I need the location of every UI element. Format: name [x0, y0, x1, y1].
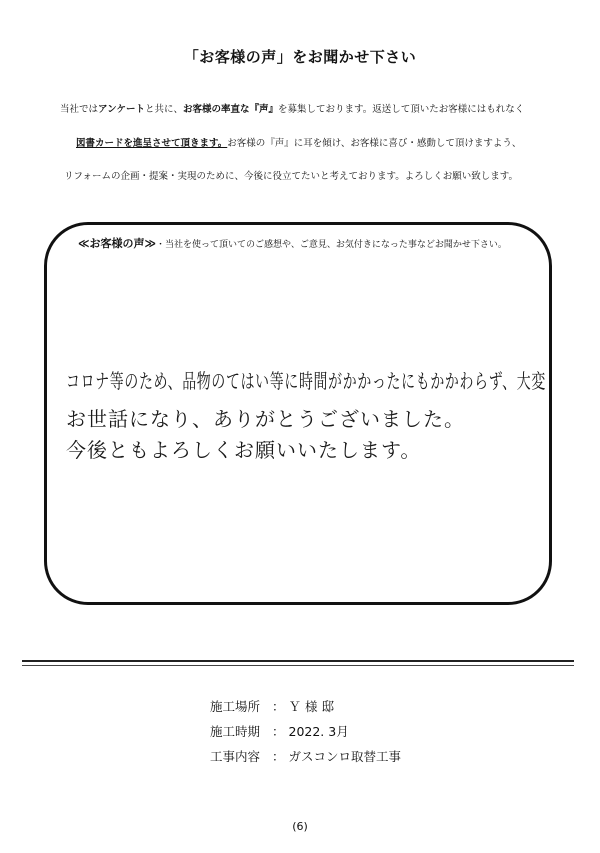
intro-emphasis: アンケート — [98, 104, 145, 115]
site-label: 施工場所 — [210, 699, 261, 714]
intro-text: を募集しております。返送して頂いたお客様にはもれなく — [277, 104, 525, 115]
separator: ： — [272, 749, 285, 764]
gift-card-notice: 図書カードを進呈させて頂きます。 — [76, 138, 228, 149]
page-title: 「お客様の声」をお聞かせ下さい — [183, 48, 417, 66]
site-row — [210, 697, 334, 715]
content-row — [210, 747, 401, 765]
divider — [22, 660, 574, 662]
intro-line-1 — [60, 101, 560, 115]
intro-emphasis: お客様の率直な『声』 — [182, 104, 278, 115]
handwriting-line-2: お世話になり、ありがとうございました。 — [66, 407, 465, 431]
intro-line-2 — [76, 135, 576, 149]
box-description: ・当社を使って頂いてのご感想や、ご意見、お気付きになった事などお聞かせ下さい。 — [156, 240, 507, 250]
intro-text: と共に、 — [144, 104, 183, 115]
page-number: (6) — [292, 820, 308, 833]
intro-line-3: リフォームの企画・提案・実現のために、今後に役立てたいと考えております。よろしくお願い致します。 — [64, 171, 519, 182]
intro-text: お客様の『声』に耳を傾け、お客様に喜び・感動して頂けますよう、 — [227, 138, 522, 149]
handwriting-line-1: コロナ等のため、品物のてはい等に時間がかかったにもかかわらず、大変 — [66, 369, 546, 393]
content-value: ガスコンロ取替工事 — [288, 749, 402, 764]
site-value: Ｙ 様 邸 — [288, 699, 334, 714]
content-label: 工事内容 — [210, 749, 261, 764]
period-label: 施工時期 — [210, 724, 261, 739]
divider — [22, 665, 574, 666]
period-value: 2022. 3月 — [288, 724, 349, 739]
intro-text: 当社では — [60, 104, 99, 115]
handwriting-line-3: 今後ともよろしくお願いいたします。 — [66, 438, 422, 462]
separator: ： — [272, 724, 285, 739]
separator: ： — [272, 699, 285, 714]
box-header — [78, 235, 507, 251]
box-label: ≪お客様の声≫ — [78, 237, 157, 250]
period-row — [210, 722, 349, 740]
